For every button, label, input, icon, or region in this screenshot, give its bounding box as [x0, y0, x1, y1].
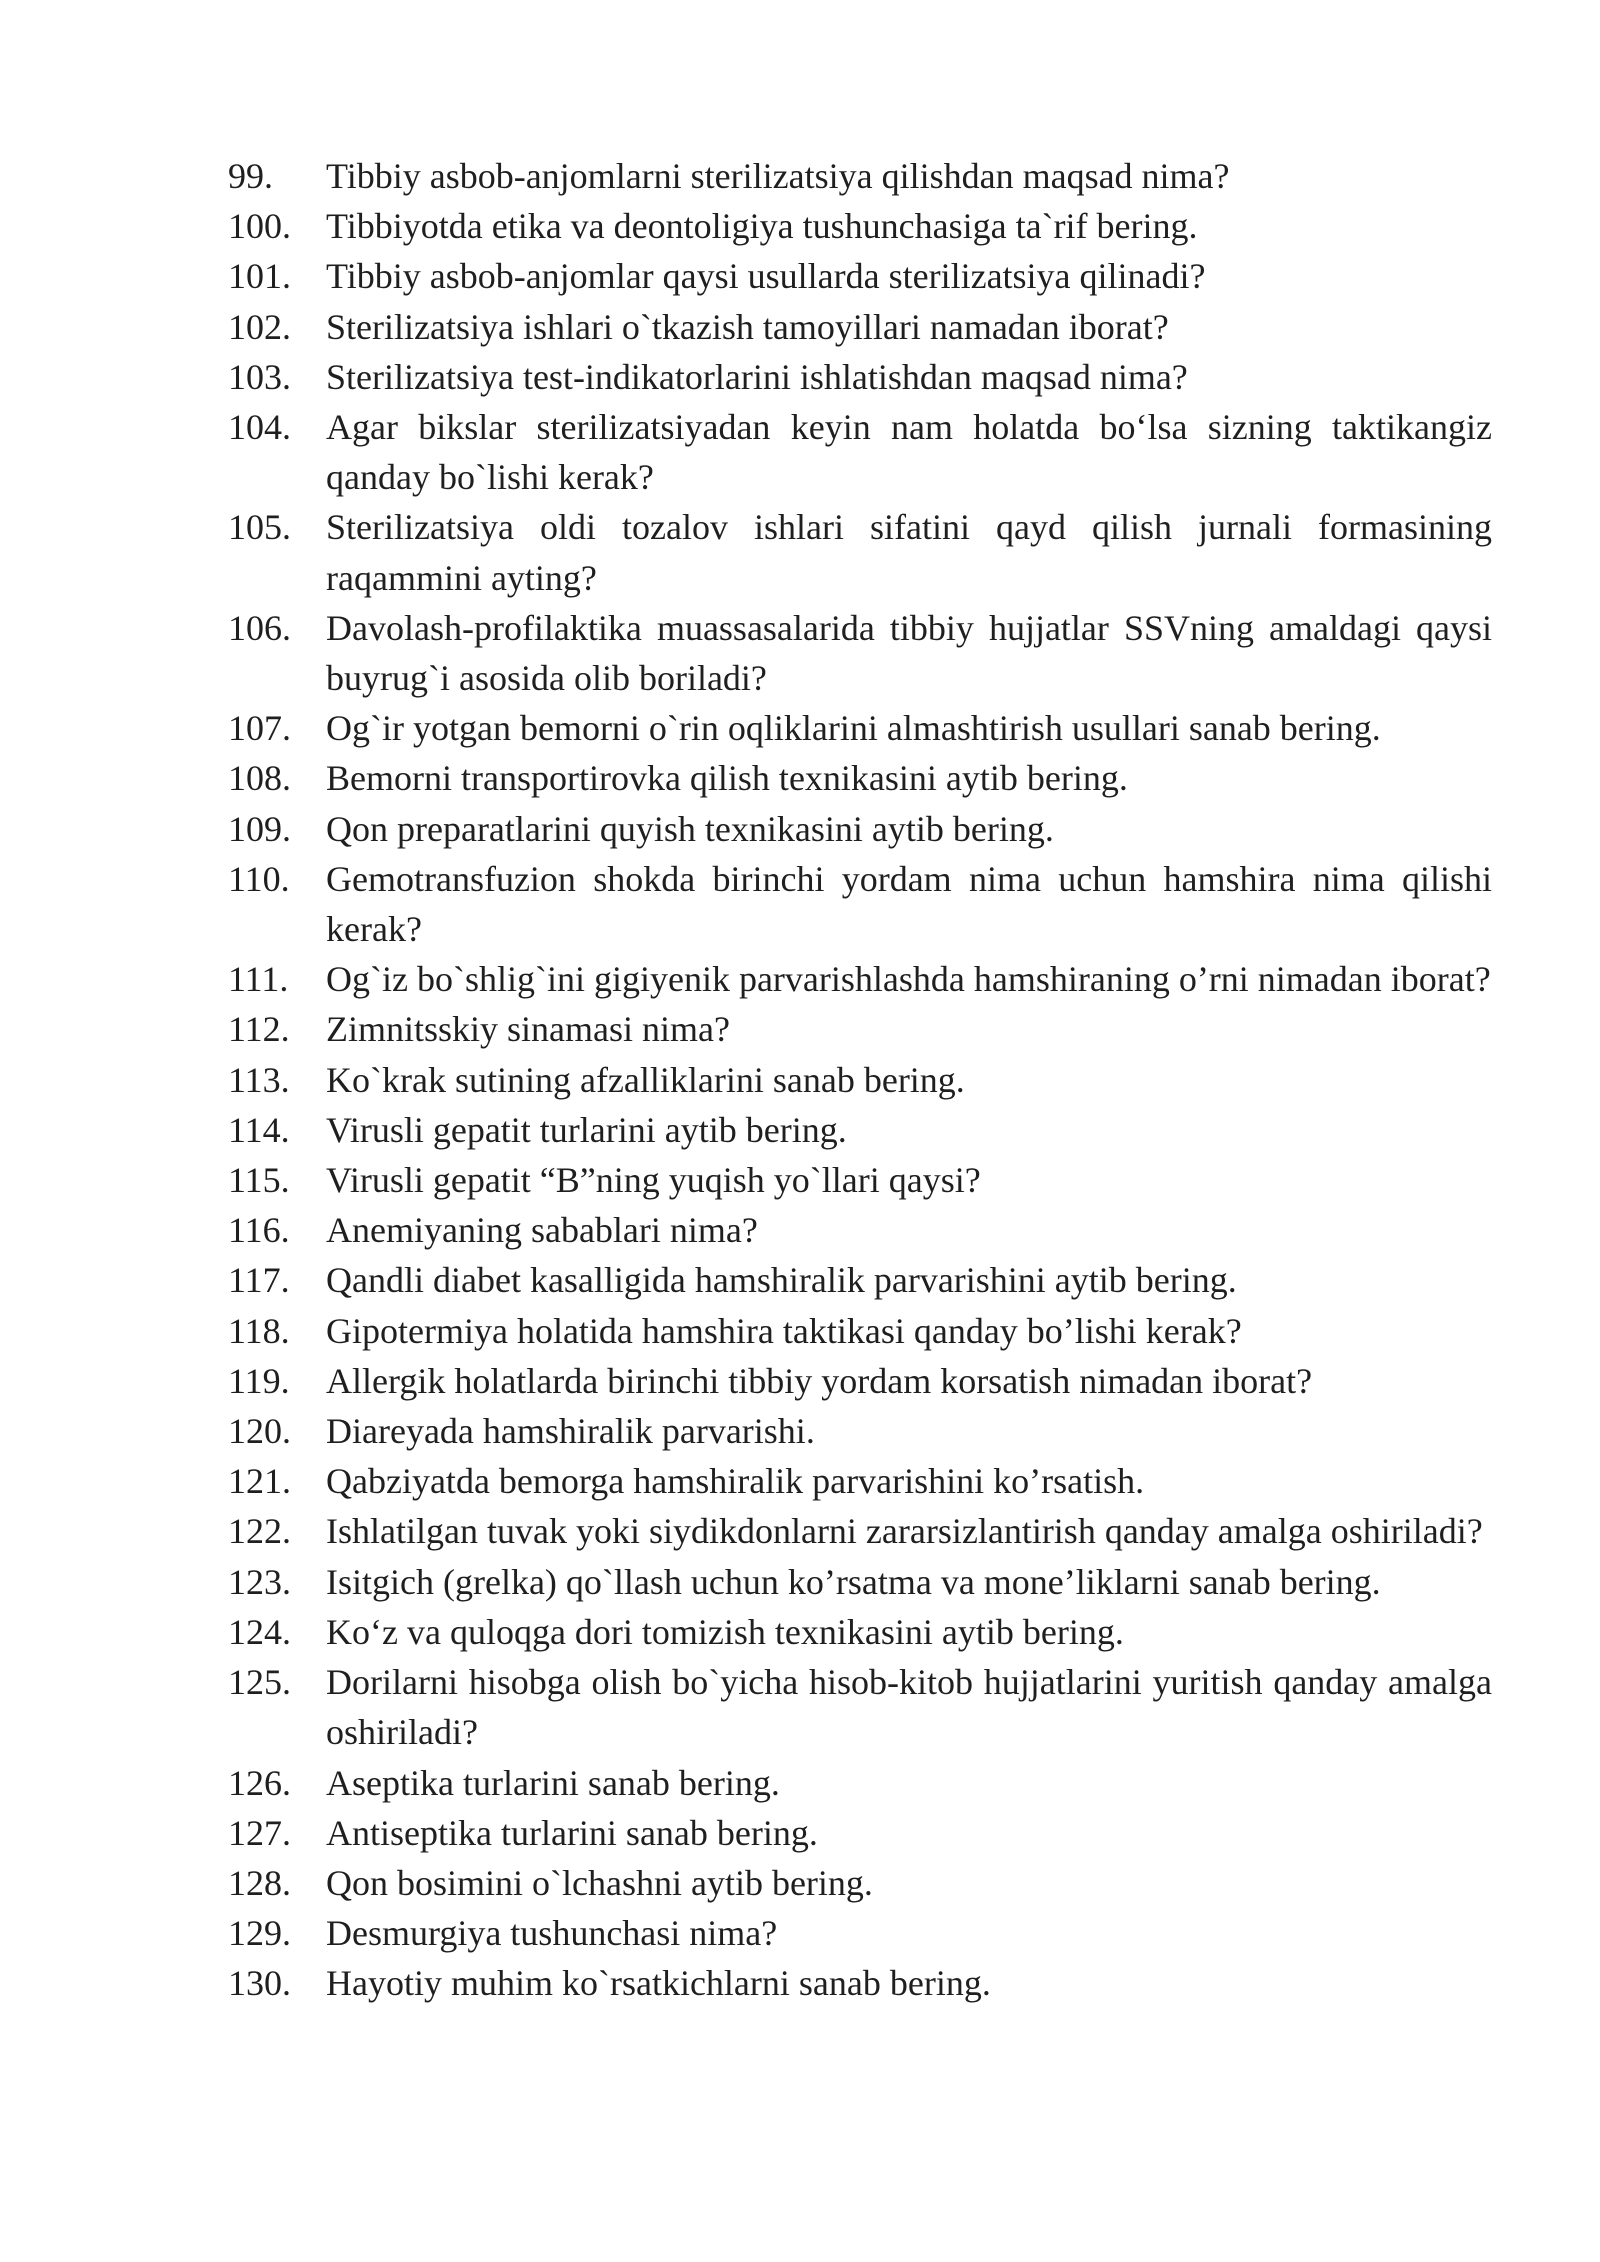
- question-number: 110.: [228, 858, 290, 899]
- question-item: [228, 1004, 1492, 1054]
- question-text: Aseptika turlarini sanab bering.: [326, 1762, 780, 1803]
- question-text: Virusli gepatit turlarini aytib bering.: [326, 1109, 847, 1150]
- question-item: [228, 251, 1492, 301]
- question-item: [228, 1155, 1492, 1205]
- question-text: Tibbiy asbob-anjomlarni sterilizatsiya qilishdan maqsad nima?: [326, 156, 1230, 196]
- question-list: [228, 151, 1492, 2009]
- question-number: 103.: [228, 356, 291, 397]
- question-number: 120.: [228, 1411, 291, 1452]
- question-text: Qandli diabet kasalligida hamshiralik parvarishini aytib bering.: [326, 1260, 1237, 1301]
- question-number: 105.: [228, 507, 291, 548]
- question-text: Hayotiy muhim ko`rsatkichlarni sanab bering.: [326, 1963, 991, 2004]
- question-text: Virusli gepatit “B”ning yuqish yo`llari qaysi?: [326, 1160, 981, 1201]
- question-text: Sterilizatsiya oldi tozalov ishlari sifatini qayd qilish jurnali formasining raqammini ayting?: [326, 507, 1492, 598]
- question-item: [228, 1205, 1492, 1255]
- question-text: Davolash-profilaktika muassasalarida tibbiy hujjatlar SSVning amaldagi qaysi buyrug`i asosida olib boriladi?: [326, 607, 1492, 699]
- question-text: Gemotransfuzion shokda birinchi yordam nima uchun hamshira nima qilishi kerak?: [326, 858, 1492, 950]
- question-text: Agar bikslar sterilizatsiyadan keyin nam holatda bo‘lsa sizning taktikangiz qanday bo`lishi kerak?: [326, 407, 1492, 498]
- question-text: Qabziyatda bemorga hamshiralik parvarishini ko’rsatish.: [326, 1461, 1145, 1502]
- question-text: Ishlatilgan tuvak yoki siydikdonlarni zararsizlantirish qanday amalga oshiriladi?: [326, 1511, 1483, 1552]
- question-text: Isitgich (grelka) qo`llash uchun ko’rsatma va mone’liklarni sanab bering.: [326, 1561, 1381, 1602]
- question-number: 128.: [228, 1862, 291, 1903]
- question-text: Qon preparatlarini quyish texnikasini aytib bering.: [326, 808, 1054, 849]
- question-text: Qon bosimini o`lchashni aytib bering.: [326, 1862, 873, 1903]
- question-text: Og`iz bo`shlig`ini gigiyenik parvarishlashda hamshiraning o’rni nimadan iborat?: [326, 959, 1491, 1000]
- question-text: Sterilizatsiya ishlari o`tkazish tamoyillari namadan iborat?: [326, 306, 1169, 347]
- question-item: [228, 854, 1492, 954]
- question-number: 113.: [228, 1059, 290, 1100]
- question-text: Ko‘z va quloqga dori tomizish texnikasini aytib bering.: [326, 1611, 1124, 1652]
- question-number: 129.: [228, 1913, 291, 1954]
- question-number: 125.: [228, 1662, 291, 1703]
- question-number: 111.: [228, 959, 289, 1000]
- question-text: Tibbiyotda etika va deontoligiya tushunchasiga ta`rif bering.: [326, 206, 1198, 247]
- question-text: Anemiyaning sabablari nima?: [326, 1210, 758, 1251]
- question-text: Ko`krak sutining afzalliklarini sanab bering.: [326, 1059, 965, 1100]
- question-item: [228, 1255, 1492, 1305]
- question-text: Sterilizatsiya test-indikatorlarini ishlatishdan maqsad nima?: [326, 356, 1188, 397]
- question-item: [228, 1557, 1492, 1607]
- question-text: Dorilarni hisobga olish bo`yicha hisob-kitob hujjatlarini yuritish qanday amalga oshiriladi?: [326, 1662, 1492, 1753]
- question-text: Zimnitsskiy sinamasi nima?: [326, 1009, 730, 1050]
- question-number: 101.: [228, 256, 291, 297]
- question-item: [228, 151, 1492, 201]
- question-item: [228, 954, 1492, 1004]
- question-number: 119.: [228, 1360, 290, 1401]
- question-number: 115.: [228, 1160, 290, 1201]
- question-text: Allergik holatlarda birinchi tibbiy yordam korsatish nimadan iborat?: [326, 1360, 1313, 1401]
- question-number: 118.: [228, 1310, 290, 1351]
- question-number: 112.: [228, 1009, 290, 1050]
- question-item: [228, 1456, 1492, 1506]
- question-number: 117.: [228, 1260, 290, 1301]
- question-item: [228, 1908, 1492, 1958]
- question-item: [228, 1808, 1492, 1858]
- question-text: Tibbiy asbob-anjomlar qaysi usullarda sterilizatsiya qilinadi?: [326, 256, 1206, 297]
- question-item: [228, 1306, 1492, 1356]
- question-item: [228, 1657, 1492, 1757]
- question-number: 116.: [228, 1210, 290, 1251]
- question-item: [228, 402, 1492, 502]
- question-item: [228, 603, 1492, 703]
- question-item: [228, 302, 1492, 352]
- question-item: [228, 1105, 1492, 1155]
- question-number: 130.: [228, 1963, 291, 2004]
- question-number: 124.: [228, 1611, 291, 1652]
- question-number: 104.: [228, 407, 291, 448]
- question-item: [228, 201, 1492, 251]
- question-item: [228, 804, 1492, 854]
- question-item: [228, 1958, 1492, 2008]
- question-item: [228, 1406, 1492, 1456]
- question-item: [228, 502, 1492, 602]
- question-number: 108.: [228, 758, 291, 799]
- question-number: 100.: [228, 206, 291, 247]
- question-number: 114.: [228, 1109, 290, 1150]
- question-number: 126.: [228, 1762, 291, 1803]
- question-number: 123.: [228, 1561, 291, 1602]
- question-number: 106.: [228, 607, 291, 648]
- question-item: [228, 703, 1492, 753]
- question-number: 109.: [228, 808, 291, 849]
- question-number: 107.: [228, 708, 291, 749]
- question-number: 121.: [228, 1461, 291, 1502]
- question-number: 127.: [228, 1812, 291, 1853]
- question-item: [228, 352, 1492, 402]
- question-number: 102.: [228, 306, 291, 347]
- question-text: Desmurgiya tushunchasi nima?: [326, 1913, 778, 1954]
- question-item: [228, 1055, 1492, 1105]
- question-item: [228, 1607, 1492, 1657]
- question-item: [228, 753, 1492, 803]
- question-text: Gipotermiya holatida hamshira taktikasi qanday bo’lishi kerak?: [326, 1310, 1242, 1351]
- question-text: Og`ir yotgan bemorni o`rin oqliklarini almashtirish usullari sanab bering.: [326, 708, 1381, 749]
- question-text: Diareyada hamshiralik parvarishi.: [326, 1411, 815, 1452]
- question-number: 99.: [228, 156, 273, 196]
- question-number: 122.: [228, 1511, 291, 1552]
- question-text: Bemorni transportirovka qilish texnikasini aytib bering.: [326, 758, 1128, 799]
- question-item: [228, 1506, 1492, 1556]
- question-item: [228, 1356, 1492, 1406]
- question-text: Antiseptika turlarini sanab bering.: [326, 1812, 818, 1853]
- question-item: [228, 1858, 1492, 1908]
- question-item: [228, 1758, 1492, 1808]
